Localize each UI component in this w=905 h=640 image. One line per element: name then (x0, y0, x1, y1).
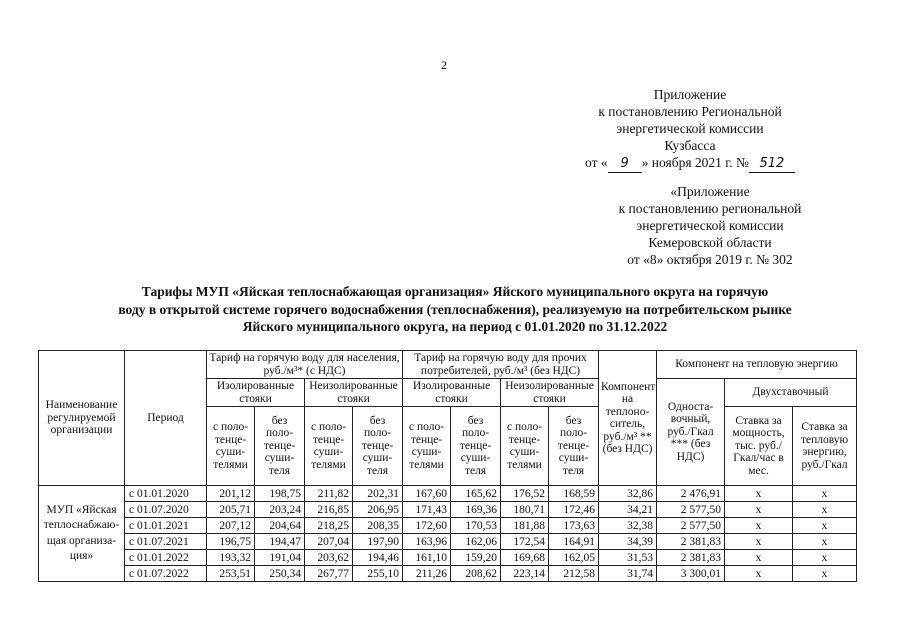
tariff-value-cell: 32,38 (599, 518, 657, 534)
table-row (39, 486, 857, 502)
tariff-value-cell: х (725, 566, 793, 582)
header-without-towel: без поло-тенце-суши-теля (549, 407, 599, 486)
header-without-towel: без поло-тенце-суши-теля (255, 407, 305, 486)
tariff-value-cell: х (725, 486, 793, 502)
tariff-value-cell: 34,39 (599, 534, 657, 550)
header-organization: Наименование регулируемой организации (39, 351, 125, 486)
tariff-value-cell: 172,46 (549, 502, 599, 518)
date-middle: » ноября 2021 г. № (641, 155, 749, 170)
tariff-value-cell: 171,43 (403, 502, 451, 518)
tariff-value-cell: 180,71 (501, 502, 549, 518)
tariff-value-cell: 201,12 (207, 486, 255, 502)
tariff-value-cell: 194,46 (353, 550, 403, 566)
title-line: Тарифы МУП «Яйская теплоснабжающая организация» Яйского муниципального округа на горячую (141, 284, 769, 299)
tariff-value-cell: 159,20 (451, 550, 501, 566)
tariff-value-cell: 172,54 (501, 534, 549, 550)
tariff-value-cell: 207,04 (305, 534, 353, 550)
appendix-line: Приложение (653, 87, 727, 102)
tariff-value-cell: 208,62 (451, 566, 501, 582)
tariff-value-cell: 2 381,83 (657, 550, 725, 566)
page-number: 2 (441, 58, 447, 72)
tariff-value-cell: 34,21 (599, 502, 657, 518)
table-row (39, 534, 857, 550)
tariff-value-cell: 218,25 (305, 518, 353, 534)
tariff-value-cell: 2 476,91 (657, 486, 725, 502)
tariff-value-cell: 32,86 (599, 486, 657, 502)
tariff-value-cell: 206,95 (353, 502, 403, 518)
tariff-value-cell: х (793, 486, 857, 502)
tariff-value-cell: 250,34 (255, 566, 305, 582)
tariff-value-cell: 204,64 (255, 518, 305, 534)
header-energy-rate: Ставка за тепловую энергию, руб./Гкал (793, 407, 857, 486)
tariff-value-cell: 216,85 (305, 502, 353, 518)
tariff-value-cell: 168,59 (549, 486, 599, 502)
tariff-value-cell: 203,62 (305, 550, 353, 566)
appendix-line: Кузбасса (664, 138, 716, 153)
tariff-value-cell: 176,52 (501, 486, 549, 502)
period-cell: с 01.01.2020 (125, 486, 207, 502)
header-with-towel: с поло-тенце-суши-телями (403, 407, 451, 486)
tariff-value-cell: х (725, 502, 793, 518)
title-line: Яйского муниципального округа, на период с 01.01.2020 по 31.12.2022 (242, 319, 668, 334)
tariff-value-cell: 211,26 (403, 566, 451, 582)
header-two-part-rate: Двухставочный (725, 379, 857, 407)
tariff-table-body (39, 486, 857, 582)
tariff-value-cell: 202,31 (353, 486, 403, 502)
appendix-header-current (575, 86, 805, 173)
tariff-value-cell: 205,71 (207, 502, 255, 518)
handwritten-day: 9 (608, 155, 642, 173)
tariff-value-cell: 255,10 (353, 566, 403, 582)
header-with-towel: с поло-тенце-суши-телями (207, 407, 255, 486)
tariff-value-cell: 197,90 (353, 534, 403, 550)
tariff-value-cell: 223,14 (501, 566, 549, 582)
header-heat-component: Компонент на тепловую энергию (657, 351, 857, 379)
tariff-value-cell: 207,12 (207, 518, 255, 534)
tariff-value-cell: 161,10 (403, 550, 451, 566)
period-cell: с 01.07.2020 (125, 502, 207, 518)
tariff-value-cell: 165,62 (451, 486, 501, 502)
header-with-towel: с поло-тенце-суши-телями (305, 407, 353, 486)
header-isolated: Изолированные стояки (403, 379, 501, 407)
table-row (39, 502, 857, 518)
period-cell: с 01.01.2022 (125, 550, 207, 566)
period-cell: с 01.07.2021 (125, 534, 207, 550)
period-cell: с 01.01.2021 (125, 518, 207, 534)
header-period: Период (125, 351, 207, 486)
appendix-line: Кемеровской области (648, 235, 772, 250)
tariff-value-cell: х (793, 550, 857, 566)
tariff-value-cell: х (793, 566, 857, 582)
tariff-value-cell: 3 300,01 (657, 566, 725, 582)
tariff-value-cell: 191,04 (255, 550, 305, 566)
tariff-value-cell: 253,51 (207, 566, 255, 582)
tariff-value-cell: х (793, 534, 857, 550)
tariff-value-cell: 167,60 (403, 486, 451, 502)
appendix-date-line (575, 154, 805, 173)
tariff-value-cell: 211,82 (305, 486, 353, 502)
tariff-value-cell: 181,88 (501, 518, 549, 534)
table-row (39, 566, 857, 582)
period-cell: с 01.07.2022 (125, 566, 207, 582)
tariff-value-cell: 212,58 (549, 566, 599, 582)
tariff-value-cell: 2 577,50 (657, 502, 725, 518)
appendix-line: «Приложение (670, 184, 750, 199)
tariff-value-cell: 162,06 (451, 534, 501, 550)
appendix-line: от «8» октября 2019 г. № 302 (627, 252, 793, 267)
tariff-value-cell: х (725, 518, 793, 534)
appendix-line: к постановлению Региональной (598, 104, 782, 119)
tariff-value-cell: 172,60 (403, 518, 451, 534)
tariff-value-cell: 163,96 (403, 534, 451, 550)
header-one-part-rate: Односта-вочный, руб./Гкал *** (без НДС) (657, 379, 725, 486)
title-line: воду в открытой системе горячего водоснабжения (теплоснабжения), реализуемую на потребительском рынке (118, 301, 792, 317)
tariff-value-cell: 31,53 (599, 550, 657, 566)
table-row (39, 550, 857, 566)
header-capacity-rate: Ставка за мощность, тыс. руб./ Гкал/час в мес. (725, 407, 793, 486)
organization-cell: МУП «Яйская теплоснабжаю-щая организа-ция» (39, 486, 125, 582)
tariff-value-cell: 169,68 (501, 550, 549, 566)
tariff-value-cell: 198,75 (255, 486, 305, 502)
tariff-value-cell: х (725, 534, 793, 550)
tariff-value-cell: 203,24 (255, 502, 305, 518)
table-row (39, 518, 857, 534)
header-carrier-component: Компонент на теплоно-ситель, руб./м³ **(без НДС) (599, 351, 657, 486)
tariff-value-cell: х (793, 502, 857, 518)
tariff-value-cell: 31,74 (599, 566, 657, 582)
header-with-towel: с поло-тенце-суши-телями (501, 407, 549, 486)
tariff-value-cell: 164,91 (549, 534, 599, 550)
document-title (60, 283, 850, 336)
tariff-value-cell: 196,75 (207, 534, 255, 550)
tariff-value-cell: 194,47 (255, 534, 305, 550)
header-without-towel: без поло-тенце-суши-теля (451, 407, 501, 486)
tariff-value-cell: 208,35 (353, 518, 403, 534)
handwritten-doc-number: 512 (749, 155, 795, 173)
header-without-towel: без поло-тенце-суши-теля (353, 407, 403, 486)
tariff-value-cell: 267,77 (305, 566, 353, 582)
tariff-value-cell: х (725, 550, 793, 566)
tariff-value-cell: 193,32 (207, 550, 255, 566)
tariff-table (38, 350, 857, 582)
appendix-header-previous (585, 183, 835, 268)
header-nonisolated: Неизолированные стояки (501, 379, 599, 407)
tariff-value-cell: 173,63 (549, 518, 599, 534)
tariff-value-cell: х (793, 518, 857, 534)
tariff-value-cell: 162,05 (549, 550, 599, 566)
header-others-tariff: Тариф на горячую воду для прочих потребителей, руб./м³ (без НДС) (403, 351, 599, 379)
header-isolated: Изолированные стояки (207, 379, 305, 407)
appendix-line: к постановлению региональной (618, 201, 802, 216)
tariff-value-cell: 2 577,50 (657, 518, 725, 534)
tariff-value-cell: 2 381,83 (657, 534, 725, 550)
date-prefix: от « (585, 155, 608, 170)
header-nonisolated: Неизолированные стояки (305, 379, 403, 407)
header-population-tariff: Тариф на горячую воду для населения, руб./м³* (с НДС) (207, 351, 403, 379)
appendix-line: энергетической комиссии (616, 121, 764, 136)
tariff-value-cell: 169,36 (451, 502, 501, 518)
tariff-value-cell: 170,53 (451, 518, 501, 534)
appendix-line: энергетической комиссии (636, 218, 784, 233)
